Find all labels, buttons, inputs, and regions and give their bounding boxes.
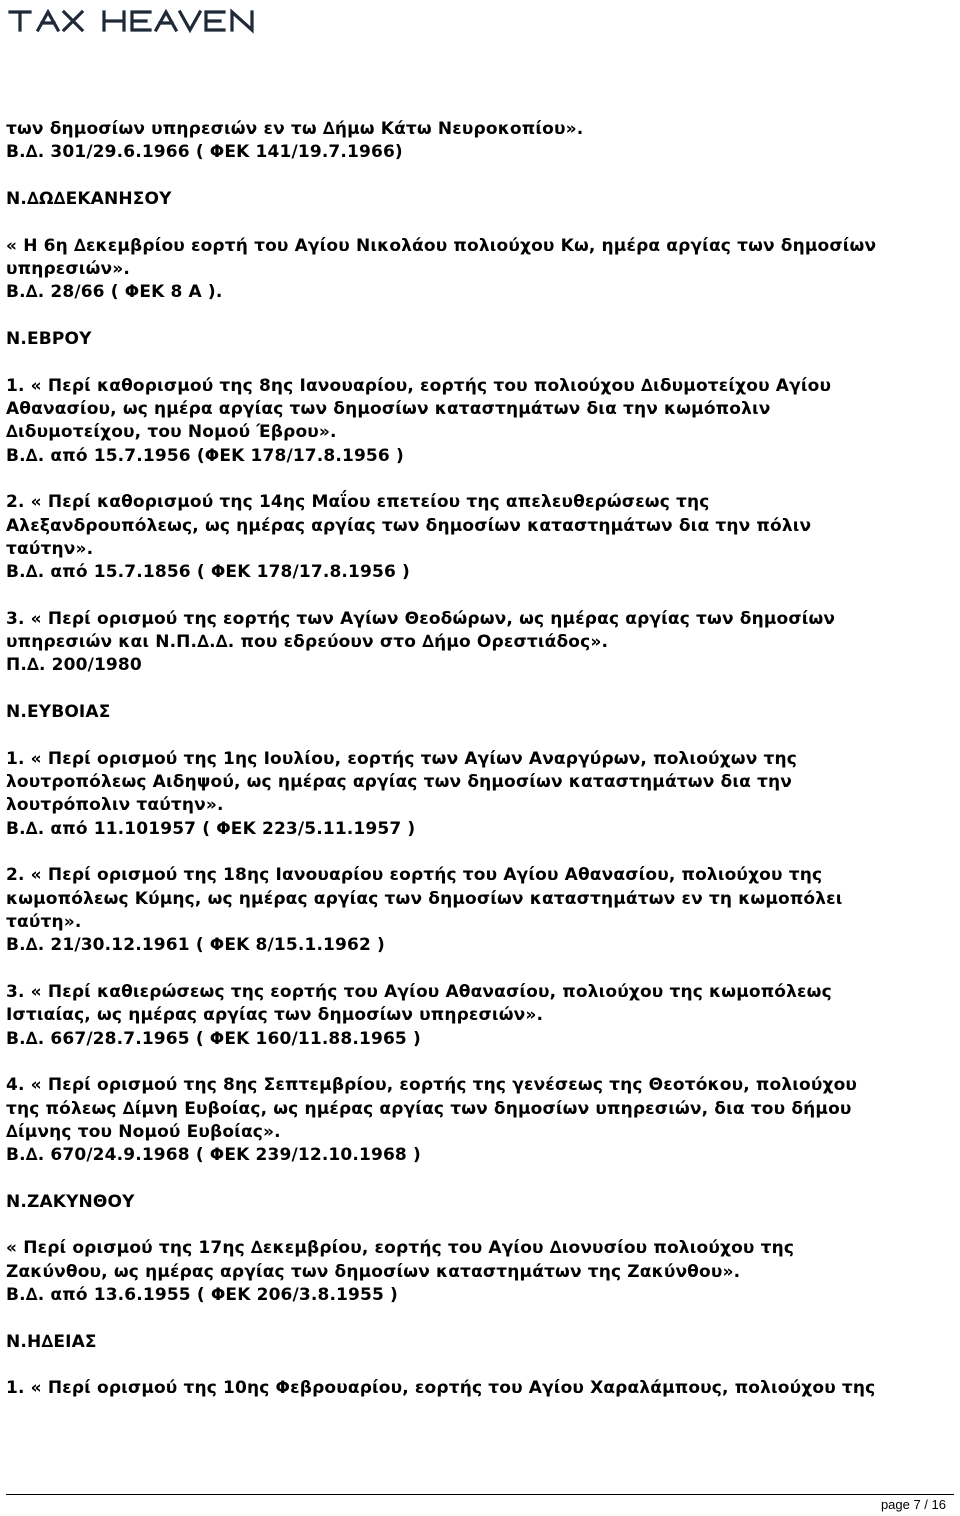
text-line: 1. « Περί καθορισμού της 8ης Ιανουαρίου, εορτής του πολιούχου ∆ιδυμοτείχου Αγίου	[6, 375, 832, 396]
text-line: 2. « Περί καθορισμού της 14ης Μαΐου επετείου της απελευθερώσεως της	[6, 492, 710, 513]
paragraph-gap	[6, 1354, 950, 1377]
text-line: Β.∆. 670/24.9.1968 ( ΦΕΚ 239/12.10.1968 )	[6, 1145, 421, 1166]
text-line: ∆ιδυμοτείχου, του Νομού Έβρου».	[6, 422, 337, 443]
text-line: λουτροπόλεως Αιδηψού, ως ημέρας αργίας των δημοσίων καταστημάτων δια την	[6, 772, 792, 793]
paragraph-gap	[6, 841, 950, 864]
text-line: ∆ίμνης του Νομού Ευβοίας».	[6, 1121, 281, 1142]
text-line: Π.∆. 200/1980	[6, 655, 142, 676]
page-number: page 7 / 16	[880, 1497, 946, 1512]
text-line: Β.∆. 301/29.6.1966 ( ΦΕΚ 141/19.7.1966)	[6, 142, 403, 163]
text-line: Ζακύνθου, ως ημέρας αργίας των δημοσίων καταστημάτων της Ζακύνθου».	[6, 1261, 741, 1282]
paragraph-gap	[6, 584, 950, 607]
paragraph-gap	[6, 211, 950, 234]
paragraph-gap	[6, 1167, 950, 1190]
document-body	[6, 118, 950, 1401]
text-line: Β.∆. από 13.6.1955 ( ΦΕΚ 206/3.8.1955 )	[6, 1285, 398, 1306]
paragraph-gap	[6, 1214, 950, 1237]
text-line: ταύτη».	[6, 911, 82, 932]
text-line: Β.∆. από 15.7.1856 ( ΦΕΚ 178/17.8.1956 )	[6, 562, 410, 583]
text-line: Β.∆. από 15.7.1956 (ΦΕΚ 178/17.8.1956 )	[6, 445, 404, 466]
footer-divider	[6, 1494, 954, 1495]
paragraph-gap	[6, 165, 950, 188]
text-line: 1. « Περί ορισμού της 1ης Ιουλίου, εορτής των Αγίων Αναργύρων, πολιούχων της	[6, 748, 797, 769]
paragraph-gap	[6, 468, 950, 491]
text-line: Ιστιαίας, ως ημέρας αργίας των δημοσίων υπηρεσιών».	[6, 1005, 544, 1026]
text-line: Β.∆. 28/66 ( ΦΕΚ 8 Α ).	[6, 282, 223, 303]
text-line: « Η 6η ∆εκεμβρίου εορτή του Αγίου Νικολάου πολιούχου Κω, ημέρα αργίας των δημοσίων	[6, 235, 877, 256]
paragraph-gap	[6, 305, 950, 328]
text-line: 3. « Περί καθιερώσεως της εορτής του Αγίου Αθανασίου, πολιούχου της κωμοπόλεως	[6, 981, 832, 1002]
text-line: των δημοσίων υπηρεσιών εν τω ∆ήμω Κάτω Νευροκοπίου».	[6, 119, 584, 139]
text-line: Β.∆. από 11.101957 ( ΦΕΚ 223/5.11.1957 )	[6, 818, 416, 839]
text-line: Β.∆. 667/28.7.1965 ( ΦΕΚ 160/11.88.1965 )	[6, 1028, 421, 1049]
text-line: κωμοπόλεως Κύμης, ως ημέρας αργίας των δημοσίων καταστημάτων εν τη κωμοπόλει	[6, 888, 843, 909]
tax-heaven-logo-mark	[8, 8, 258, 34]
text-line: « Περί ορισμού της 17ης ∆εκεμβρίου, εορτής του Αγίου ∆ιονυσίου πολιούχου της	[6, 1238, 795, 1259]
text-line: Ν.Η∆ΕΙΑΣ	[6, 1331, 97, 1352]
paragraph-gap	[6, 958, 950, 981]
text-line: Ν.∆Ω∆ΕΚΑΝΗΣΟΥ	[6, 188, 172, 209]
paragraph-gap	[6, 351, 950, 374]
text-line: της πόλεως ∆ίμνη Ευβοίας, ως ημέρας αργίας των δημοσίων υπηρεσιών, δια του δήμου	[6, 1098, 852, 1119]
text-line: Αθανασίου, ως ημέρα αργίας των δημοσίων καταστημάτων δια την κωμόπολιν	[6, 398, 771, 419]
paragraph-gap	[6, 724, 950, 747]
text-line: 2. « Περί ορισμού της 18ης Ιανουαρίου εορτής του Αγίου Αθανασίου, πολιούχου της	[6, 865, 823, 886]
paragraph-gap	[6, 678, 950, 701]
text-line: Β.∆. 21/30.12.1961 ( ΦΕΚ 8/15.1.1962 )	[6, 935, 385, 956]
text-line: υπηρεσιών και Ν.Π.∆.∆. που εδρεύουν στο ∆ήμο Ορεστιάδος».	[6, 632, 609, 653]
text-line: υπηρεσιών».	[6, 258, 130, 279]
text-line: 3. « Περί ορισμού της εορτής των Αγίων Θεοδώρων, ως ημέρας αργίας των δημοσίων	[6, 608, 836, 629]
text-line: Ν.ΕΒΡΟΥ	[6, 328, 92, 349]
text-line: Ν.ΖΑΚΥΝΘΟΥ	[6, 1191, 135, 1212]
text-line: λουτρόπολιν ταύτην».	[6, 795, 224, 816]
text-line: Αλεξανδρουπόλεως, ως ημέρας αργίας των δημοσίων καταστημάτων δια την πόλιν	[6, 515, 812, 536]
text-line: 1. « Περί ορισμού της 10ης Φεβρουαρίου, εορτής του Αγίου Χαραλάμπους, πολιούχου της	[6, 1378, 876, 1399]
paragraph-gap	[6, 1307, 950, 1330]
tax-heaven-logo	[8, 8, 258, 38]
text-line: ταύτην».	[6, 538, 94, 559]
text-line: 4. « Περί ορισμού της 8ης Σεπτεμβρίου, εορτής της γενέσεως της Θεοτόκου, πολιούχου	[6, 1075, 858, 1096]
text-line: Ν.ΕΥΒΟΙΑΣ	[6, 702, 111, 723]
paragraph-gap	[6, 1051, 950, 1074]
